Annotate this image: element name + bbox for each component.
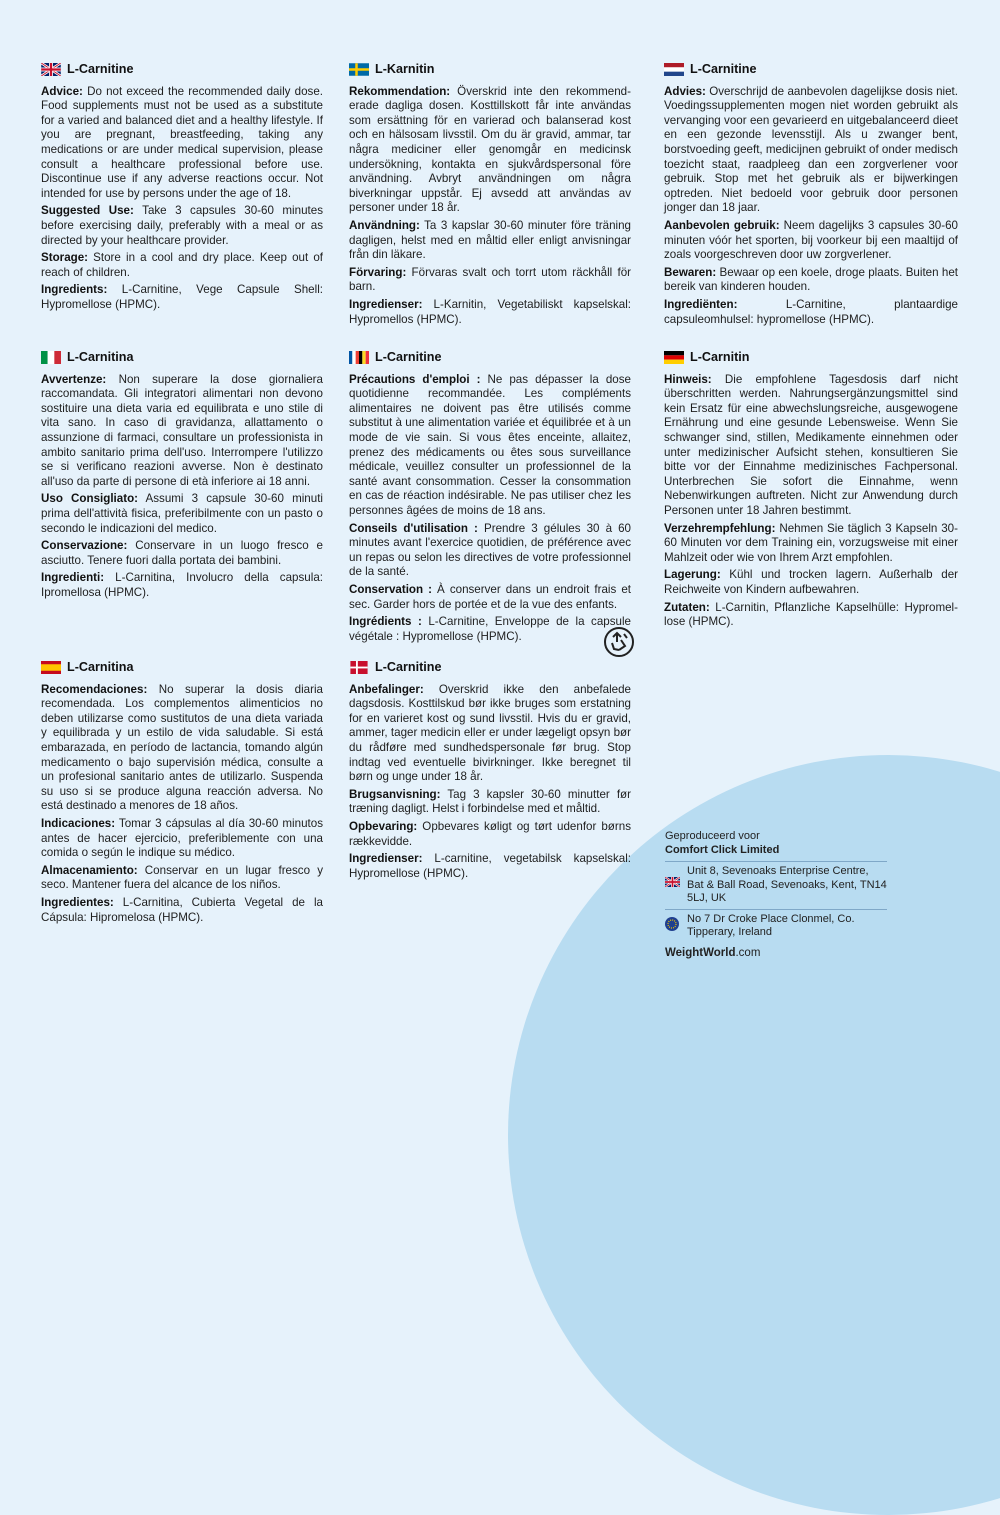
info-paragraph xyxy=(349,615,631,644)
paragraph-text: L-Carnitin, Pflanzliche Kapselhülle: Hypromel-lose (HPMC). xyxy=(664,600,958,629)
info-paragraph xyxy=(349,298,631,327)
manufacturer-block xyxy=(665,830,887,960)
column-italian xyxy=(41,350,323,604)
paragraph-text: Ne pas dépasser la dose quotidienne recommandée. Les compléments alimentaires ne doivent pas être utilisés comme substitut à une alimentation variée et équilibrée et à un mode de vie sain. Si vous êtes enceinte, allaitez, prenez des médicaments ou êtes sous surveillance médicale, veuillez consulter un professionnel de la santé avant consommation. Cesser la consommation en cas de réaction indésirable. Ne pas utiliser chez les personnes âgées de moins de 18 ans. xyxy=(349,372,631,517)
paragraph-label: Bewaren: xyxy=(664,265,717,279)
paragraph-label: Förvaring: xyxy=(349,265,407,279)
paragraph-text: Store in a cool and dry place. Keep out of reach of children. xyxy=(41,251,323,279)
column-danish xyxy=(349,660,631,884)
column-spanish xyxy=(41,660,323,928)
info-paragraph xyxy=(41,817,323,861)
info-paragraph xyxy=(349,683,631,785)
section-title xyxy=(41,62,323,77)
paragraph-text: L-Carnitina, Cubierta Vegetal de la Cápsula: Hipromelosa (HPMC). xyxy=(41,895,323,924)
paragraph-label: Brugsanvisning: xyxy=(349,787,441,801)
section-title-text: L-Carnitine xyxy=(690,62,757,76)
paragraph-label: Advies: xyxy=(664,84,706,98)
paragraph-text: Do not exceed the recommended daily dose. Food supplements must not be used as a substitute for a varied and balanced diet and a healthy lifestyle. If you are pregnant, breastfeeding, taking any medications or are under medical supervision, please consult a healthcare professional before use. Discontinue use if any adverse reactions occur. Not intended for use by persons under the age of 18. xyxy=(41,84,323,200)
paragraph-label: Conseils d'utilisation : xyxy=(349,521,478,535)
dk-flag-icon xyxy=(349,661,369,674)
section-title xyxy=(349,660,631,675)
paragraph-text: Opbevares køligt og tørt udenfor børns rækkevidde. xyxy=(349,819,631,848)
paragraph-label: Ingredienti: xyxy=(41,571,105,585)
paragraph-text: L-Carnitine, Vege Capsule Shell: Hypromellose (HPMC). xyxy=(41,283,323,311)
nl-flag-icon xyxy=(664,63,684,76)
paragraph-label: Recomendaciones: xyxy=(41,682,148,696)
paragraph-label: Ingredients: xyxy=(41,283,108,297)
info-paragraph xyxy=(349,852,631,881)
info-paragraph xyxy=(664,85,958,216)
se-flag-icon xyxy=(349,63,369,76)
paragraph-label: Zutaten: xyxy=(664,600,710,614)
de-flag-icon xyxy=(664,351,684,364)
info-paragraph xyxy=(41,896,323,925)
eu-address: No 7 Dr Croke Place Clonmel, Co. Tipperary, Ireland xyxy=(687,912,855,938)
info-paragraph xyxy=(41,492,323,536)
info-paragraph xyxy=(41,539,323,568)
paragraph-label: Storage: xyxy=(41,251,89,265)
uk-flag-icon xyxy=(665,865,681,892)
paragraph-label: Ingredienser: xyxy=(349,852,423,866)
paragraph-text: Tag 3 kapsler 30-60 minutter før træning dagligt. Helst i forbindelse med et måltid. xyxy=(349,787,631,816)
column-english xyxy=(41,62,323,316)
uk-flag-icon xyxy=(41,63,61,76)
paragraph-text: Ta 3 kapslar 30-60 minuter före träning dagligen, helst med en måltid eller enligt anvisningar från din läkare. xyxy=(349,218,631,262)
paragraph-label: Rekommendation: xyxy=(349,84,451,98)
paragraph-text: À conserver dans un endroit frais et sec. Garder hors de portée et de la vue des enfants. xyxy=(349,582,631,611)
info-paragraph xyxy=(349,522,631,580)
info-paragraph xyxy=(664,522,958,566)
paragraph-label: Opbevaring: xyxy=(349,819,418,833)
website[interactable] xyxy=(665,947,887,961)
info-paragraph xyxy=(41,204,323,248)
paragraph-label: Ingredienser: xyxy=(349,297,423,311)
paragraph-label: Conservazione: xyxy=(41,539,128,553)
section-title xyxy=(41,350,323,365)
paragraph-label: Ingrediënten: xyxy=(664,297,738,311)
paragraph-text: L-carnitine, vegetabilsk kapselskal: Hypromellose (HPMC). xyxy=(349,852,631,880)
paragraph-label: Uso Consigliato: xyxy=(41,492,139,506)
recycle-bin-icon xyxy=(603,626,635,658)
paragraph-text: L-Carnitina, Involucro della capsula: Ipromellosa (HPMC). xyxy=(41,571,323,599)
info-paragraph xyxy=(349,820,631,849)
paragraph-text: Bewaar op een koele, droge plaats. Buiten het bereik van kinderen houden. xyxy=(664,265,958,294)
paragraph-text: L-Carnitine, Enveloppe de la capsule végétale : Hypromellose (HPMC). xyxy=(349,615,631,643)
paragraph-label: Hinweis: xyxy=(664,372,712,386)
manufacturer-heading: Geproduceerd voor xyxy=(665,830,760,842)
paragraph-text: Neem dagelijks 3 capsules 30-60 minuten vóór het sporten, bij voorkeur bij een maaltijd of zoals voorgeschreven door uw zorgverlener. xyxy=(664,218,958,262)
info-paragraph xyxy=(41,373,323,490)
section-title-text: L-Karnitin xyxy=(375,62,435,76)
uk-address: Unit 8, Sevenoaks Enterprise Centre, Bat & Ball Road, Sevenoaks, Kent, TN14 5LJ, UK xyxy=(687,865,887,904)
info-paragraph xyxy=(664,373,958,519)
info-paragraph xyxy=(664,601,958,630)
paragraph-label: Advice: xyxy=(41,84,83,98)
section-title-text: L-Carnitine xyxy=(375,350,442,364)
section-title-text: L-Carnitine xyxy=(67,62,134,76)
paragraph-text: Prendre 3 gélules 30 à 60 minutes avant l'exercice quotidien, de préférence avec un repas ou selon les directives de votre professionnel de la santé. xyxy=(349,521,631,579)
paragraph-label: Lagerung: xyxy=(664,568,721,582)
info-paragraph xyxy=(41,85,323,202)
es-flag-icon xyxy=(41,661,61,674)
section-title-text: L-Carnitine xyxy=(375,660,442,674)
column-dutch xyxy=(664,62,958,330)
paragraph-text: Overschrijd de aanbevolen dagelijkse dosis niet. Voedingssupplementen mogen niet worden gebruikt als vervanging voor een gevarieerd en uitgebalanceerd dieet en een gezonde levensstijl. Als u zwanger bent, borstvoeding geeft, medicijnen gebruikt of onder medisch toezicht staat, raadpleeg dan een zorgverlener voor gebruik. Stop met het gebruik als er bijwerkingen optreden. Niet bedoeld voor gebruik door personen jonger dan 18 jaar. xyxy=(664,84,958,215)
column-french xyxy=(349,350,631,647)
paragraph-label: Anbefalinger: xyxy=(349,682,424,696)
section-title xyxy=(349,62,631,77)
info-paragraph xyxy=(41,683,323,814)
paragraph-text: L-Carnitine, plantaardige capsuleomhulsel: hypromellose (HPMC). xyxy=(664,297,958,326)
info-paragraph xyxy=(349,85,631,216)
paragraph-text: Overskrid ikke den anbefalede dagsdosis. Kosttilskud bør ikke bruges som erstatning for en varieret kost og sund livsstil. Hvis du er gravid, ammer, tager medicin eller er under lægeligt opsyn bør du rådføre med sundhedspersonale før brug. Stop indtag ved eventuelle bivirkninger. Ikke beregnet til børn og unge under 18 år. xyxy=(349,682,631,784)
paragraph-label: Almacenamiento: xyxy=(41,863,138,877)
info-paragraph xyxy=(664,219,958,263)
info-paragraph xyxy=(41,283,323,312)
paragraph-text: Tomar 3 cápsulas al día 30-60 minutos antes de hacer ejercicio, preferiblemente con una comida o según le indique su médico. xyxy=(41,816,323,860)
section-title-text: L-Carnitina xyxy=(67,660,134,674)
info-paragraph xyxy=(41,251,323,280)
info-paragraph xyxy=(349,788,631,817)
section-title-text: L-Carnitina xyxy=(67,350,134,364)
eu-address-row xyxy=(665,909,887,943)
paragraph-label: Conservation : xyxy=(349,582,432,596)
uk-address-row xyxy=(665,861,887,909)
info-paragraph xyxy=(664,266,958,295)
section-title-text: L-Carnitin xyxy=(690,350,750,364)
info-paragraph xyxy=(41,571,323,600)
paragraph-text: L-Karnitin, Vegetabiliskt kapselskal: Hypromellos (HPMC). xyxy=(349,297,631,326)
paragraph-label: Verzehrempfehlung: xyxy=(664,521,776,535)
paragraph-label: Précautions d'emploi : xyxy=(349,372,481,386)
info-paragraph xyxy=(664,568,958,597)
website-brand: WeightWorld xyxy=(665,946,736,959)
column-german xyxy=(664,350,958,633)
paragraph-text: Överskrid inte den rekommend-erade dagliga dosen. Kosttillskott får inte användas som ersättning för en varierad och balanserad kost och en hälsosam livsstil. Om du är gravid, ammar, tar några mediciner eller genomgår en medicinsk undersökning, kontakta en sjukvårdspersonal före användning. Avbryt användningen om några biverkningar uppstår. Ej avsedd att användas av personer under 18 år. xyxy=(349,84,631,215)
manufacturer-company: Comfort Click Limited xyxy=(665,843,780,856)
section-title xyxy=(664,350,958,365)
section-title xyxy=(41,660,323,675)
paragraph-text: Förvaras svalt och torrt utom räckhåll för barn. xyxy=(349,265,631,294)
paragraph-label: Avvertenze: xyxy=(41,372,107,386)
info-paragraph xyxy=(349,373,631,519)
info-paragraph xyxy=(349,583,631,612)
column-swedish xyxy=(349,62,631,330)
info-paragraph xyxy=(664,298,958,327)
info-paragraph xyxy=(41,864,323,893)
paragraph-label: Ingrédients : xyxy=(349,615,422,629)
paragraph-text: Non superare la dose giornaliera raccomandata. Gli integratori alimentari non devono sostituire una dieta varia ed equilibrata e uno stile di vita sano. In caso di gravidanza, allattamento o assunzione di farmaci, consultare un professionista in ambito sanitario prima dell'uso. Interrompere l'utilizzo se si verificano reazioni avverse. Non è destinato all'uso da parte di persone di età inferiore ai 18 anni. xyxy=(41,372,323,488)
paragraph-text: Take 3 capsules 30-60 minutes before exercising daily, preferably with a meal or as directed by your healthcare provider. xyxy=(41,204,323,247)
section-title xyxy=(349,350,631,365)
frbe-flag-icon xyxy=(349,351,369,364)
info-paragraph xyxy=(349,266,631,295)
paragraph-label: Ingredientes: xyxy=(41,895,114,909)
paragraph-label: Aanbevolen gebruik: xyxy=(664,218,780,232)
paragraph-text: Conservar en un lugar fresco y seco. Mantener fuera del alcance de los niños. xyxy=(41,863,323,892)
paragraph-text: No superar la dosis diaria recomendada. Los complementos alimenticios no deben utilizarse como sustitutos de una dieta variada y equilibrada y un estilo de vida saludable. Si está embarazada, en período de lactancia, tomando algún medicamento o bajo supervisión médica, consulte a un profesional sanitario antes de utilizarlo. Suspenda su uso si se produce alguna reacción adversa. No está destinado a menores de 18 años. xyxy=(41,682,323,813)
eu-flag-icon xyxy=(665,913,681,936)
paragraph-label: Användning: xyxy=(349,218,420,232)
info-paragraph xyxy=(349,219,631,263)
it-flag-icon xyxy=(41,351,61,364)
paragraph-text: Kühl und trocken lagern. Außerhalb der Reichweite von Kindern aufbewahren. xyxy=(664,568,958,596)
paragraph-text: Die empfohlene Tagesdosis darf nicht überschritten werden. Nahrungsergänzungsmittel sind kein Ersatz für eine abwechslungsreiche, ausgewogene Ernährung und eine gesunde Lebensweise. Wenn Sie schwanger sind, stillen, Medikamente einnehmen oder unter medizinischer Aufsicht stehen, konsultieren Sie bitte vor der Einnahme medizinisches Fachpersonal. Unterbrechen Sie sofort die Einnahme, wenn Nebenwirkungen auftreten. Nicht zur Anwendung durch Personen unter 18 Jahren bestimmt. xyxy=(664,372,958,517)
paragraph-text: Assumi 3 capsule 30-60 minuti prima dell'attività fisica, preferibilmente con un pasto o secondo le indicazioni del medico. xyxy=(41,492,323,535)
paragraph-label: Suggested Use: xyxy=(41,204,134,218)
website-tld: .com xyxy=(735,946,761,959)
section-title xyxy=(664,62,958,77)
paragraph-text: Nehmen Sie täglich 3 Kapseln 30-60 Minuten vor dem Training ein, vorzugsweise mit einer Mahlzeit oder wie von Ihrem Arzt empfohlen. xyxy=(664,521,958,564)
paragraph-label: Indicaciones: xyxy=(41,816,116,830)
paragraph-text: Conservare in un luogo fresco e asciutto. Tenere fuori dalla portata dei bambini. xyxy=(41,539,323,567)
